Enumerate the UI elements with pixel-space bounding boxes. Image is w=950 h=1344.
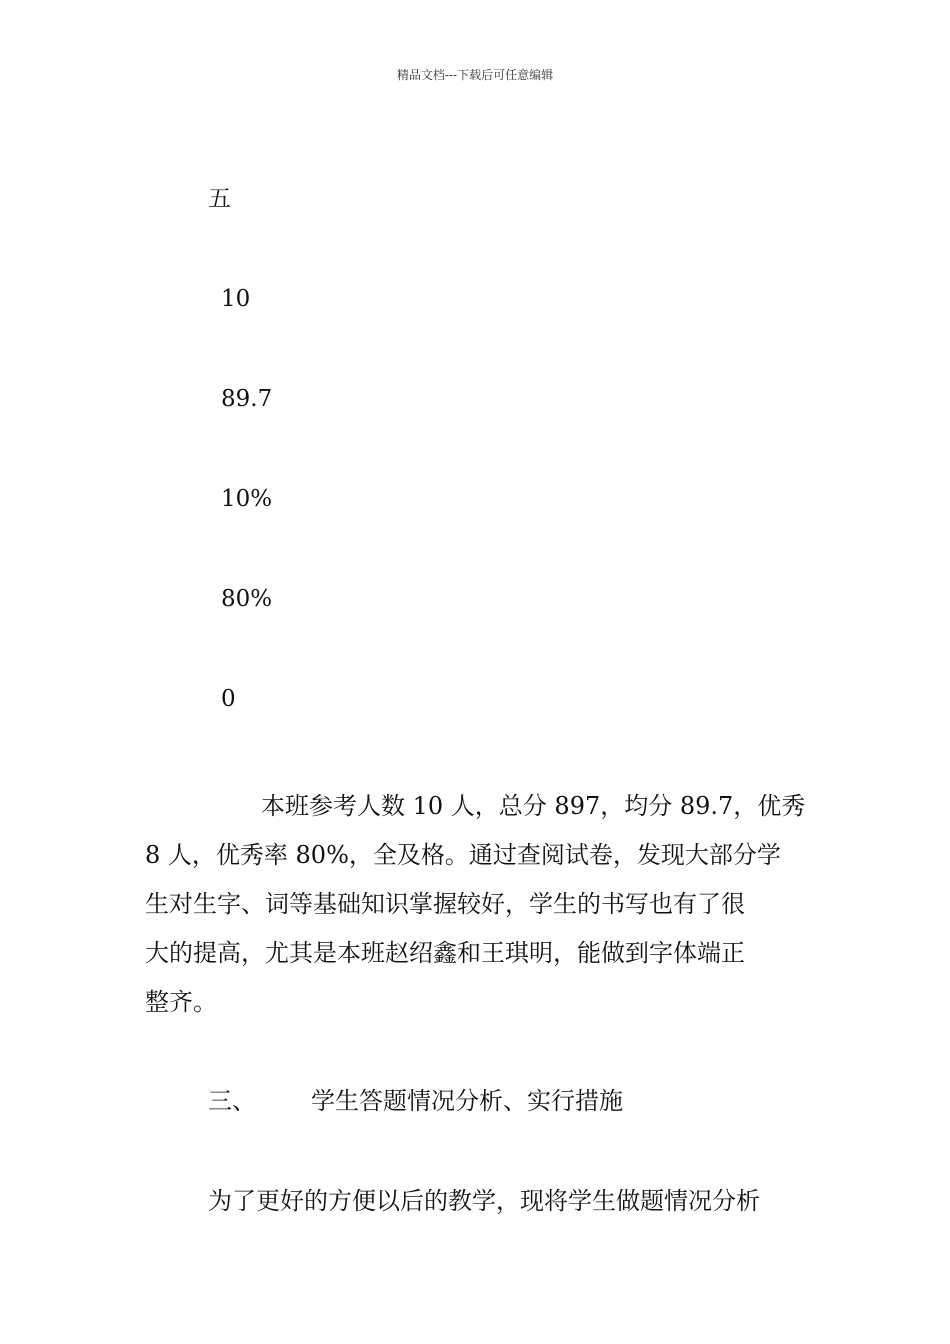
table-cell-count: 10 xyxy=(221,286,251,312)
body-text-line: 为了更好的方便以后的教学，现将学生做题情况分析 xyxy=(208,1187,760,1215)
table-cell-row-label: 五 xyxy=(208,186,231,212)
summary-paragraph xyxy=(145,782,805,1027)
table-cell-average: 89.7 xyxy=(221,386,273,412)
section-title: 学生答题情况分析、实行措施 xyxy=(311,1087,623,1115)
paragraph-line: 大的提高，尤其是本班赵绍鑫和王琪明，能做到字体端正 xyxy=(145,939,745,967)
table-cell-zero: 0 xyxy=(221,686,236,712)
paragraph-line: 8 人，优秀率 80%，全及格。通过查阅试卷，发现大部分学 xyxy=(145,841,781,869)
table-cell-percent-b: 80% xyxy=(221,586,273,612)
table-cell-percent-a: 10% xyxy=(221,486,273,512)
paragraph-line: 生对生字、词等基础知识掌握较好，学生的书写也有了很 xyxy=(145,890,745,918)
page-header: 精品文档---下载后可任意编辑 xyxy=(396,68,554,82)
paragraph-line: 本班参考人数 10 人，总分 897，均分 89.7，优秀 xyxy=(261,792,806,820)
section-number: 三、 xyxy=(208,1087,256,1115)
section-heading xyxy=(208,1081,623,1116)
paragraph-line: 整齐。 xyxy=(145,988,217,1016)
